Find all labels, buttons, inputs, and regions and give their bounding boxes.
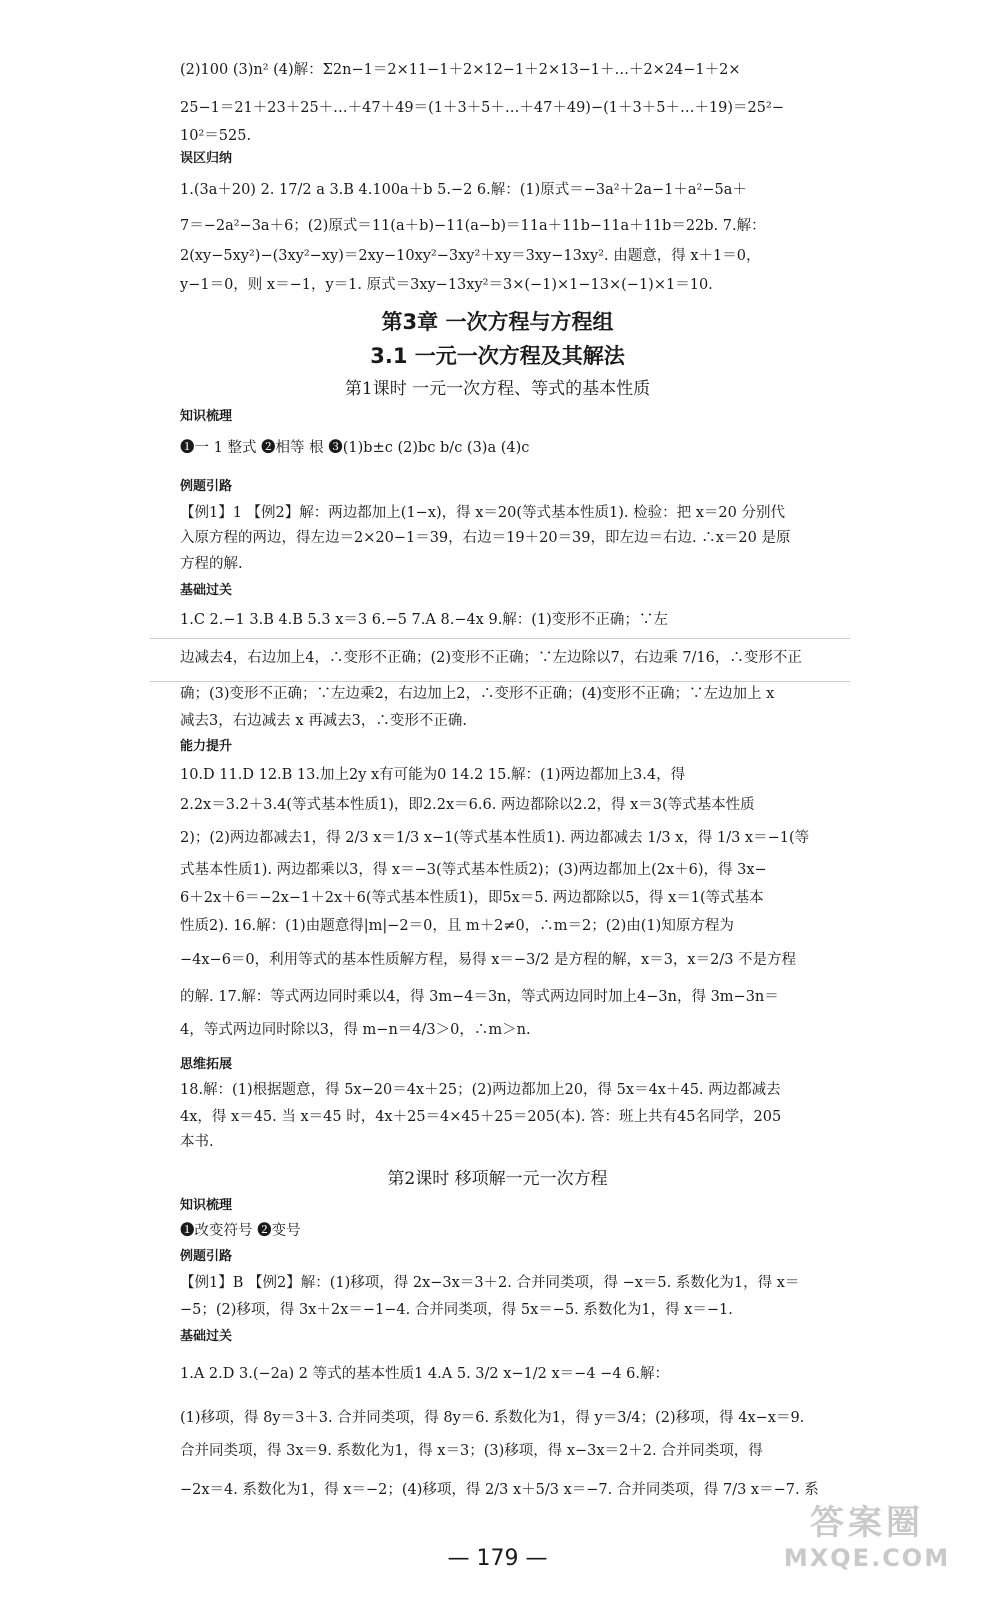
text-line: 确；(3)变形不正确；∵左边乘2，右边加上2，∴变形不正确；(4)变形不正确；∵左边加上 x xyxy=(180,686,775,702)
section-heading: 思维拓展 xyxy=(180,1057,233,1072)
text-line: 4x，得 x＝45. 当 x＝45 时，4x＋25＝4×45＋25＝205(本). 答：班上共有45名同学，205 xyxy=(180,1109,782,1125)
text-line: 【例1】1 【例2】解：两边都加上(1−x)，得 x＝20(等式基本性质1). 检验：把 x＝20 分别代 xyxy=(180,505,785,521)
text-line: 1.A 2.D 3.(−2a) 2 等式的基本性质1 4.A 5. 3/2 x−1/2 x＝−4 −4 6.解： xyxy=(180,1366,669,1382)
text-line: 性质2). 16.解：(1)由题意得|m|−2＝0，且 m＋2≠0，∴m＝2；(2)由(1)知原方程为 xyxy=(180,918,734,934)
scan-line xyxy=(150,638,850,639)
section-heading: 例题引路 xyxy=(180,1249,233,1264)
text-line: 减去3，右边减去 x 再减去3，∴变形不正确. xyxy=(180,713,467,729)
text-line: 6＋2x＋6＝−2x−1＋2x＋6(等式基本性质1)，即5x＝5. 两边都除以5，得 x＝1(等式基本 xyxy=(180,890,764,906)
section-heading: 知识梳理 xyxy=(180,409,233,424)
text-line: 2)；(2)两边都减去1，得 2/3 x＝1/3 x−1(等式基本性质1). 两边都减去 1/3 x，得 1/3 x＝−1(等 xyxy=(180,830,810,846)
text-line: 18.解：(1)根据题意，得 5x−20＝4x＋25；(2)两边都加上20，得 5x＝4x＋45. 两边都减去 xyxy=(180,1082,781,1098)
section-heading: 知识梳理 xyxy=(180,1198,233,1213)
watermark-logo xyxy=(767,1502,967,1582)
text-line: 入原方程的两边，得左边＝2×20−1＝39，右边＝19＋20＝39，即左边＝右边. ∴x＝20 是原 xyxy=(180,530,791,546)
text-line: −5；(2)移项，得 3x＋2x＝−1−4. 合并同类项，得 5x＝−5. 系数化为1，得 x＝−1. xyxy=(180,1302,733,1318)
text-line: 1.C 2.−1 3.B 4.B 5.3 x＝3 6.−5 7.A 8.−4x 9.解：(1)变形不正确；∵左 xyxy=(180,612,668,628)
section-title: 3.1 一元一次方程及其解法 xyxy=(370,344,625,368)
text-line: 10.D 11.D 12.B 13.加上2y x有可能为0 14.2 15.解：(1)两边都加上3.4，得 xyxy=(180,767,686,783)
chapter-title: 第3章 一次方程与方程组 xyxy=(381,310,614,334)
section-heading: 基础过关 xyxy=(180,1329,233,1344)
text-line: 合并同类项，得 3x＝9. 系数化为1，得 x＝3；(3)移项，得 x−3x＝2＋2. 合并同类项，得 xyxy=(180,1443,763,1459)
lesson-title: 第2课时 移项解一元一次方程 xyxy=(387,1169,608,1189)
text-line: 2.2x＝3.2＋3.4(等式基本性质1)，即2.2x＝6.6. 两边都除以2.2，得 x＝3(等式基本性质 xyxy=(180,797,755,813)
text-line: 的解. 17.解：等式两边同时乘以4，得 3m−4＝3n，等式两边同时加上4−3n，得 3m−3n＝ xyxy=(180,989,779,1005)
text-line: 10²＝525. xyxy=(180,128,252,144)
text-line: 4，等式两边同时除以3，得 m−n＝4/3＞0，∴m＞n. xyxy=(180,1022,531,1038)
text-line: 2(xy−5xy²)−(3xy²−xy)＝2xy−10xy²−3xy²＋xy＝3xy−13xy². 由题意，得 x＋1＝0， xyxy=(180,248,761,264)
section-heading: 例题引路 xyxy=(180,479,233,494)
section-heading: 误区归纳 xyxy=(180,151,233,166)
page-number: — 179 — xyxy=(447,1546,548,1571)
text-line: −2x＝4. 系数化为1，得 x＝−2；(4)移项，得 2/3 x＋5/3 x＝−7. 合并同类项，得 7/3 x＝−7. 系 xyxy=(180,1482,819,1498)
text-line: (1)移项，得 8y＝3＋3. 合并同类项，得 8y＝6. 系数化为1，得 y＝3/4；(2)移项，得 4x−x＝9. xyxy=(180,1410,805,1426)
text-line: 边减去4，右边加上4，∴变形不正确；(2)变形不正确；∵左边除以7，右边乘 7/16，∴变形不正 xyxy=(180,650,802,666)
text-line: 【例1】B 【例2】解：(1)移项，得 2x−3x＝3＋2. 合并同类项，得 −x＝5. 系数化为1，得 x＝ xyxy=(180,1275,800,1291)
text-line: ❶改变符号 ❷变号 xyxy=(180,1223,301,1239)
text-line: 25−1＝21＋23＋25＋…＋47＋49＝(1＋3＋5＋…＋47＋49)−(1＋3＋5＋…＋19)＝25²− xyxy=(180,100,784,116)
text-line: 本书. xyxy=(180,1134,214,1150)
watermark-text: 答案圈 xyxy=(810,1503,924,1543)
lesson-title: 第1课时 一元一次方程、等式的基本性质 xyxy=(344,379,651,399)
text-line: 式基本性质1). 两边都乘以3，得 x＝−3(等式基本性质2)；(3)两边都加上(2x＋6)，得 3x− xyxy=(180,862,767,878)
text-line: ❶一 1 整式 ❷相等 根 ❸(1)b±c (2)bc b/c (3)a (4)c xyxy=(180,440,530,456)
watermark-url: MXQE.COM xyxy=(783,1544,951,1572)
text-line: (2)100 (3)n² (4)解：Σ2n−1＝2×11−1＋2×12−1＋2×13−1＋…＋2×24−1＋2× xyxy=(180,62,741,78)
text-line: 1.(3a＋20) 2. 17/2 a 3.B 4.100a＋b 5.−2 6.解：(1)原式＝−3a²＋2a−1＋a²−5a＋ xyxy=(180,182,747,198)
text-line: 方程的解. xyxy=(180,556,243,572)
text-line: 7＝−2a²−3a＋6；(2)原式＝11(a＋b)−11(a−b)＝11a＋11b−11a＋11b＝22b. 7.解： xyxy=(180,218,766,234)
section-heading: 基础过关 xyxy=(180,583,233,598)
text-line: y−1＝0，则 x＝−1，y＝1. 原式＝3xy−13xy²＝3×(−1)×1−13×(−1)×1＝10. xyxy=(180,277,713,293)
section-heading: 能力提升 xyxy=(180,739,233,754)
scan-line xyxy=(150,681,850,682)
text-line: −4x−6＝0，利用等式的基本性质解方程，易得 x＝−3/2 是方程的解，x＝3，x＝2/3 不是方程 xyxy=(180,952,797,968)
